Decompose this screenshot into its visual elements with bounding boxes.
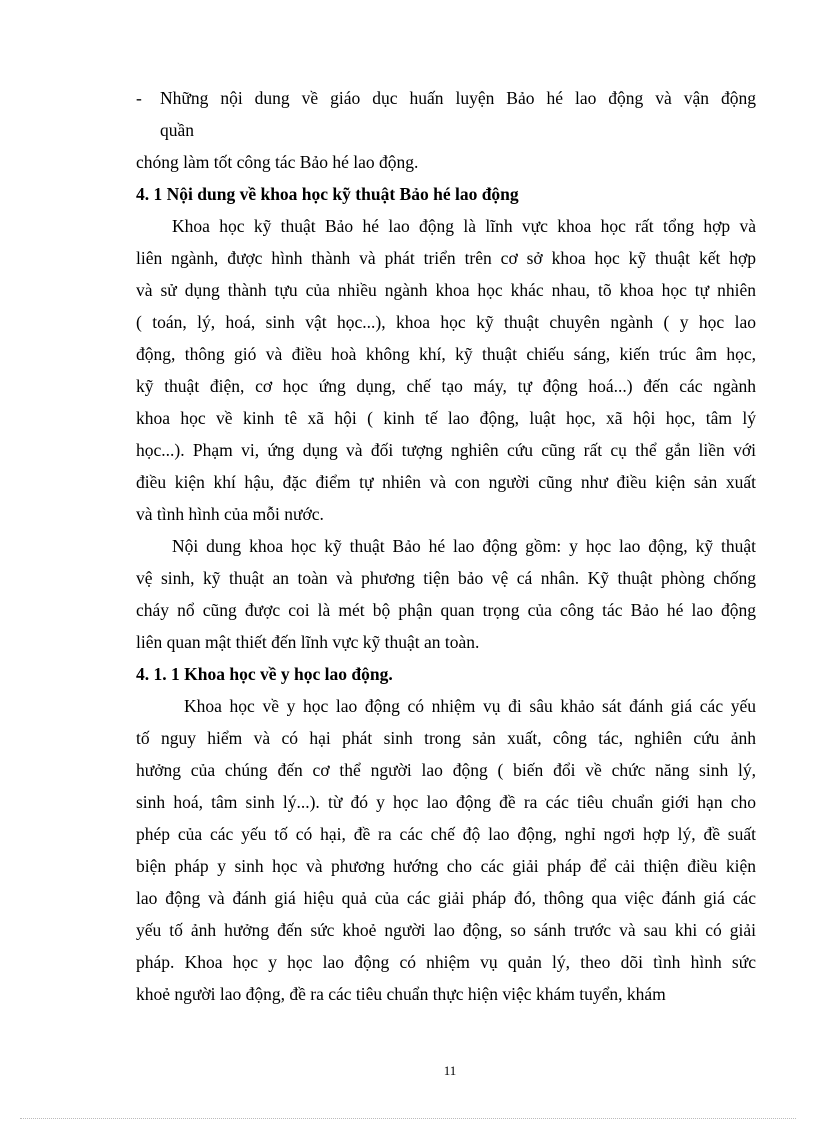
paragraph-line: điều kiện khí hậu, đặc điểm tự nhiên và con người cũng như điều kiện sản xuất [136, 472, 756, 492]
bullet-line-3: chóng làm tốt công tác Bảo hé lao động. [136, 152, 419, 172]
paragraph-line: lao động và đánh giá hiệu quả của các giải pháp đó, thông qua việc đánh giá các [136, 888, 756, 908]
bullet-line-1: Những nội dung về giáo dục huấn luyện Bảo hé lao động và vận động [160, 88, 756, 108]
paragraph-line: khoẻ người lao động, đề ra các tiêu chuẩn thực hiện việc khám tuyển, khám [136, 984, 666, 1004]
paragraph-line: Khoa học kỹ thuật Bảo hé lao động là lĩnh vực khoa học rất tổng hợp và [172, 216, 756, 236]
paragraph-line: cháy nổ cũng được coi là mét bộ phận quan trọng của công tác Bảo hé lao động [136, 600, 756, 620]
paragraph-line: ( toán, lý, hoá, sinh vật học...), khoa học kỹ thuật chuyên ngành ( y học lao [136, 312, 756, 332]
subsection-heading: 4. 1. 1 Khoa học về y học lao động. [136, 664, 393, 684]
paragraph-line: yếu tố ảnh hưởng đến sức khoẻ người lao động, so sánh trước và sau khi có giải [136, 920, 756, 940]
paragraph-line: liên quan mật thiết đến lĩnh vực kỹ thuật an toàn. [136, 632, 480, 652]
paragraph-line: phép của các yếu tố có hại, đề ra các chế độ lao động, nghỉ ngơi hợp lý, đề suất [136, 824, 756, 844]
section-heading: 4. 1 Nội dung về khoa học kỹ thuật Bảo hé lao động [136, 184, 519, 204]
paragraph-line: liên ngành, được hình thành và phát triển trên cơ sở khoa học kỹ thuật kết hợp [136, 248, 756, 268]
bullet-dash: - [136, 88, 142, 108]
paragraph-line: kỹ thuật điện, cơ học ứng dụng, chế tạo máy, tự động hoá...) đến các ngành [136, 376, 756, 396]
paragraph-line: hưởng của chúng đến cơ thể người lao động ( biến đổi về chức năng sinh lý, [136, 760, 756, 780]
paragraph-line: sinh hoá, tâm sinh lý...). từ đó y học lao động đề ra các tiêu chuẩn giới hạn cho [136, 792, 756, 812]
paragraph-line: và sử dụng thành tựu của nhiều ngành khoa học khác nhau, tõ khoa học tự nhiên [136, 280, 756, 300]
page-bottom-divider [20, 1118, 796, 1119]
paragraph-line: Khoa học về y học lao động có nhiệm vụ đi sâu khảo sát đánh giá các yếu [184, 696, 756, 716]
paragraph-line: vệ sinh, kỹ thuật an toàn và phương tiện bảo vệ cá nhân. Kỹ thuật phòng chống [136, 568, 756, 588]
paragraph-line: khoa học về kinh tê xã hội ( kinh tế lao động, luật học, xã hội học, tâm lý [136, 408, 756, 428]
paragraph-line: học...). Phạm vi, ứng dụng và đối tượng nghiên cứu cũng rất cụ thể gắn liền với [136, 440, 756, 460]
paragraph-line: và tình hình của mỗi nước. [136, 504, 324, 524]
paragraph-line: tố nguy hiểm và có hại phát sinh trong sản xuất, công tác, nghiên cứu ảnh [136, 728, 756, 748]
paragraph-line: Nội dung khoa học kỹ thuật Bảo hé lao động gồm: y học lao động, kỹ thuật [172, 536, 756, 556]
paragraph-line: biện pháp y sinh học và phương hướng cho các giải pháp để cải thiện điều kiện [136, 856, 756, 876]
page-number: 11 [443, 1063, 457, 1078]
paragraph-line: pháp. Khoa học y học lao động có nhiệm vụ quản lý, theo dõi tình hình sức [136, 952, 756, 972]
paragraph-line: động, thông gió và điều hoà không khí, kỹ thuật chiếu sáng, kiến trúc âm học, [136, 344, 756, 364]
bullet-line-2: quần [160, 120, 195, 140]
